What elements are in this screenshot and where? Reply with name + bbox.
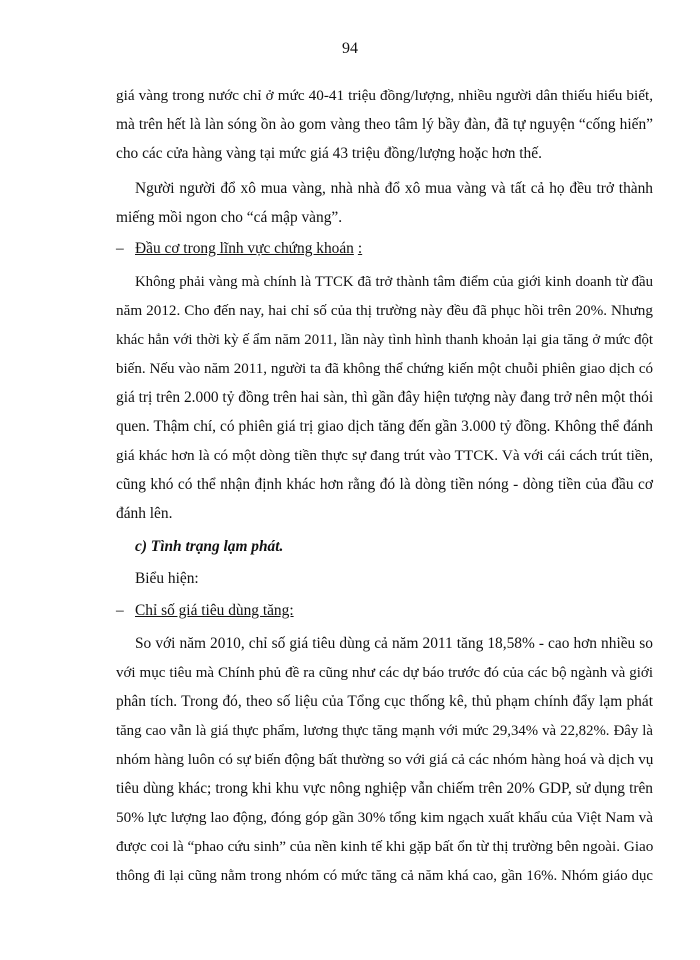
text-line: được coi là “phao cứu sinh” của nền kinh tế khi gặp bất ổn từ thị trường bên ngoài. Giao [116, 838, 654, 855]
text-line: 50% lực lượng lao động, đóng góp gần 30% tổng kim ngạch xuất khẩu của Việt Nam và [116, 809, 653, 826]
text-line: biến. Nếu vào năm 2011, người ta đã không thể chứng kiến một chuỗi phiên giao dịch có [116, 361, 653, 377]
text-line: giá khác hơn là có một dòng tiền thực sự đang trút vào TTCK. Và với cái cách trút tiền, [116, 447, 653, 464]
text-line: nhóm hàng luôn có sự biến động bất thường so với giá cả các nhóm hàng hoá và dịch vụ [116, 751, 654, 768]
text-line: tiêu dùng khác; trong khi khu vực nông nghiệp vẫn chiếm trên 20% GDP, sử dụng trên [116, 780, 653, 797]
text-line: mà trên hết là làn sóng ồn ào gom vàng theo tâm lý bầy đàn, đã tự nguyện “cống hiến” [116, 116, 653, 133]
section-heading-lam-phat: c) Tình trạng lạm phát. [135, 538, 284, 555]
text-line: So với năm 2010, chỉ số giá tiêu dùng cả năm 2011 tăng 18,58% - cao hơn nhiều so [135, 635, 653, 652]
page-number: 94 [342, 40, 358, 57]
text-line: thông đi lại cũng nằm trong nhóm có mức tăng cả năm khá cao, gần 16%. Nhóm giáo dục [116, 868, 653, 884]
text-line: giá vàng trong nước chỉ ở mức 40-41 triệu đồng/lượng, nhiều người dân thiếu hiểu biết, [116, 87, 653, 104]
text-line: Không phải vàng mà chính là TTCK đã trở thành tâm điểm của giới kinh doanh từ đầu [135, 274, 653, 290]
text-line: với mục tiêu mà Chính phủ đề ra cũng như các dự báo trước đó của các bộ ngành và giới [116, 665, 653, 681]
list-dash: – [116, 602, 124, 619]
text-line: năm 2012. Cho đến nay, hai chỉ số của thị trường này đều đã phục hồi trên 20%. Nhưng [116, 302, 653, 319]
section-heading-chi-so-gia: Chỉ số giá tiêu dùng tăng: [135, 602, 294, 619]
text-line: tăng cao vẫn là giá thực phẩm, lương thực tăng mạnh với mức 29,34% và 22,82%. Đây là [116, 723, 653, 739]
text-line: Người người đổ xô mua vàng, nhà nhà đổ xô mua vàng và tất cả họ đều trở thành [135, 180, 653, 197]
section-heading-chung-khoan: Đầu cơ trong lĩnh vực chứng khoán : [135, 240, 363, 257]
list-dash: – [116, 240, 124, 257]
text-line: cho các cửa hàng vàng tại mức giá 43 triệu đồng/lượng hoặc hơn thế. [116, 145, 542, 162]
text-line: đánh lên. [116, 505, 173, 522]
text-line: phân tích. Trong đó, theo số liệu của Tổng cục thống kê, thủ phạm chính đẩy lạm phát [116, 693, 653, 710]
text-line: giá trị trên 2.000 tỷ đồng trên hai sàn, thì gần đây hiện tượng này đang trở nên một thói [116, 389, 654, 406]
text-line: khác hẳn với thời kỳ ế ẩm năm 2011, lần này tình hình thanh khoản lại gia tăng ở mức đột [116, 332, 653, 348]
bieu-hien-label: Biểu hiện: [135, 570, 199, 587]
text-line: cũng khó có thể nhận định khác hơn rằng đó là dòng tiền nóng - dòng tiền của đầu cơ [116, 476, 653, 493]
text-line: quen. Thậm chí, có phiên giá trị giao dịch tăng đến gần 3.000 tỷ đồng. Không thể đánh [116, 418, 653, 435]
text-line: miếng mồi ngon cho “cá mập vàng”. [116, 209, 343, 226]
